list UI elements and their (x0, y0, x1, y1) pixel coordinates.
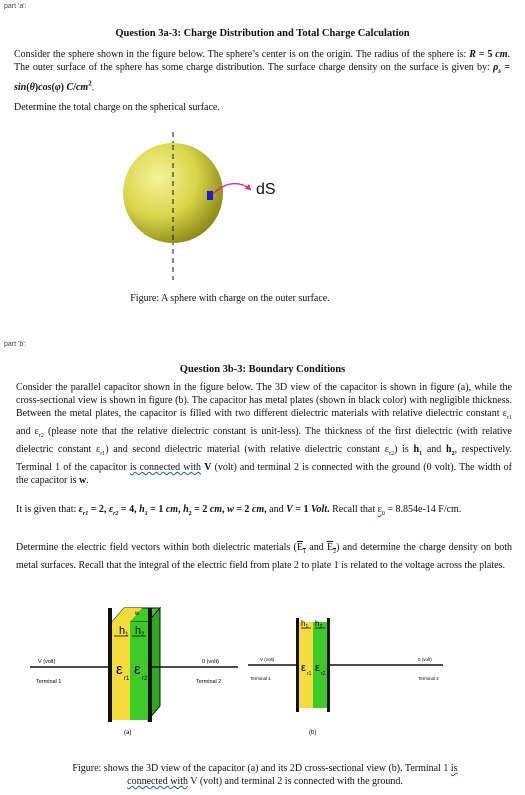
svg-text:r2: r2 (321, 671, 326, 677)
part-a-caption: Figure: A sphere with charge on the outer surface. (130, 293, 330, 304)
h2-label: h2 (135, 625, 145, 638)
v-volt-label-a: V (volt) (38, 659, 56, 665)
fig-b-label: (b) (309, 730, 317, 736)
h1-label-b: $h_1$ (301, 619, 309, 630)
metal-plate-1-b (296, 618, 299, 712)
svg-text:r2: r2 (142, 676, 148, 682)
capacitor-3d-figure (30, 600, 270, 740)
eps-r2-label-b: ε (315, 662, 320, 674)
part-a-label: part 'a': (4, 3, 27, 10)
h2-label-b: $h_2$ (315, 619, 323, 630)
question-3b-title: Question 3b-3: Boundary Conditions (179, 364, 346, 375)
capacitor-cross-section-figure (248, 600, 518, 740)
svg-text:r1: r1 (124, 676, 130, 682)
question-3a-title: Question 3a-3: Charge Distribution and Total Charge Calculation (115, 28, 410, 39)
terminal-1-label-a: Terminal 1 (36, 679, 62, 685)
eps-r2-label: ε (134, 661, 141, 678)
o-volt-label-a: 0 (volt) (202, 659, 219, 665)
part-b-caption: Figure: shows the 3D view of the capacitor (a) and its 2D cross-sectional view (b). Terminal 1 is connected with V (volt) and terminal 2 is connected with the ground. (72, 763, 458, 787)
metal-plate-2-b (327, 618, 330, 712)
h1-label: h1 (119, 625, 129, 638)
terminal-2-label-b: Terminal 2 (418, 676, 439, 681)
part-b-task: Determine the electric field vectors within both dielectric materials ($E_1$ and $E_2$) and determine the charge density on both metal surfaces. Recall that the integral of the electric field from plate 2 to plate 1 is related to the voltage across the plates. (16, 542, 512, 571)
svg-text:r1: r1 (307, 671, 312, 677)
part-a-paragraph: Consider the sphere shown in the figure below. The sphere’s center is on the origin. The radius of the sphere is: R = 5 cm. The outer surface of the sphere has some charge distribution. The surface charge density on the surface is given by: $\rho_s = \sin(\theta)\cos(\varphi)$ $C/cm^2$. (14, 49, 510, 94)
fig-a-label: (a) (124, 730, 132, 736)
eps-r1-label-b: ε (301, 662, 306, 674)
part-a-task: Determine the total charge on the spherical surface. (14, 102, 220, 113)
part-b-given: It is given that: $\varepsilon_{r1} = 2$, $\varepsilon_{r2} = 4$, $h_1 = 1$ cm, $h_2 = 2$ cm, w = 2 cm, and V = 1 Volt. Recall that $\varepsilon_0 = 8.854e-14$ F/cm. (16, 504, 462, 517)
terminal-1-label-b: Terminal 1 (250, 676, 271, 681)
part-b-paragraph: Consider the parallel capacitor shown in the figure below. The 3D view of the capacitor is shown in figure (a), while the cross-sectional view is shown in figure (b). The capacitor has metal plates (shown in black color) with negligible thickness. Between the metal plates, the capacitor is filled with two different dielectric materials with relative dielectric constant $\varepsilon_{r1}$ and $\varepsilon_{r2}$ (please note that the relative dielectric constant is unit-less). The thickness of the first dielectric (with relative dielectric constant $\varepsilon_{r1}$) and second dielectric material (with relative dielectric constant $\varepsilon_{r2}$) is $h_1$ and $h_2$, respectively. Terminal 1 of the capacitor is connected with V (volt) and terminal 2 is connected with the ground (0 volt). The width of the capacitor is w. (16, 382, 513, 486)
w-label: w (135, 611, 140, 617)
eps-r1-label: ε (116, 661, 123, 678)
ds-label: dS (256, 181, 276, 198)
part-b-label: part 'b': (4, 341, 27, 348)
o-volt-label-b: 0 (volt) (418, 657, 432, 662)
v-volt-label-b: V (volt) (260, 657, 275, 662)
metal-plate-1 (108, 608, 112, 722)
metal-plate-2 (148, 608, 152, 722)
sphere-figure (110, 130, 320, 280)
terminal-2-label-a: Terminal 2 (196, 679, 222, 685)
surface-element-patch (207, 191, 213, 200)
